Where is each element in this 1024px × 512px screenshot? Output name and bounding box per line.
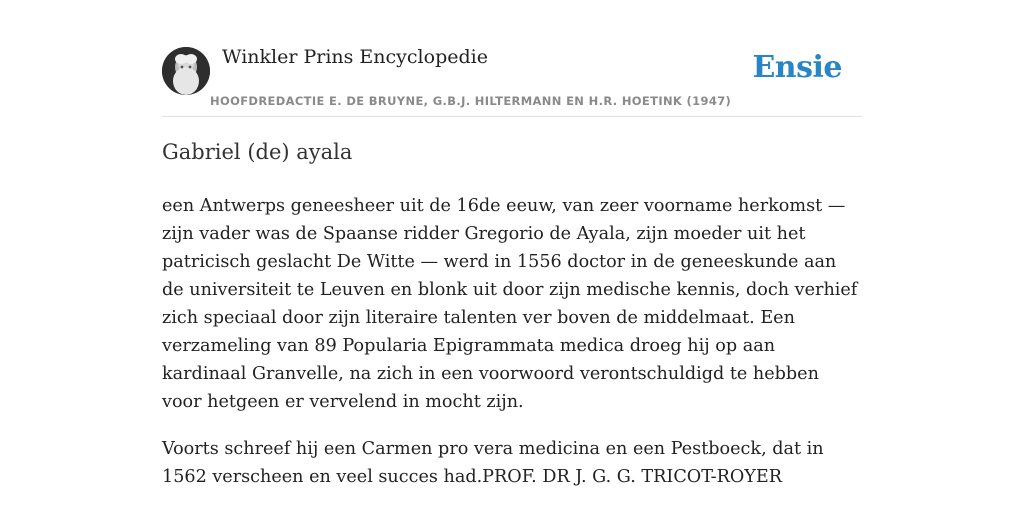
page bbox=[162, 0, 862, 487]
site-title[interactable]: Winkler Prins Encyclopedie bbox=[222, 46, 488, 68]
article-title: Gabriel (de) ayala bbox=[162, 140, 353, 164]
article-body bbox=[162, 192, 862, 510]
editors-credit: HOOFDREDACTIE E. DE BRUYNE, G.B.J. HILTERMANN EN H.R. HOETINK (1947) bbox=[210, 94, 732, 108]
article-paragraph: Voorts schreef hij een Carmen pro vera medicina en een Pestboeck, dat in 1562 verscheen en veel succes had.PROF. DR J. G. G. TRICOT-ROYER bbox=[162, 439, 824, 487]
article-paragraph: een Antwerps geneesheer uit de 16de eeuw, van zeer voorname herkomst — zijn vader was de Spaanse ridder Gregorio de Ayala, zijn moeder uit het patricisch geslacht De Witte — werd in 1556 doctor in de geneeskunde aan de universiteit te Leuven en blonk uit door zijn medische kennis, doch verhief zich speciaal door zijn literaire talenten ver boven de middelmaat. Een verzameling van 89 Popularia Epigrammata medica droeg hij op aan kardinaal Granvelle, na zich in een voorwoord verontschuldigd te hebben voor hetgeen er vervelend in mocht zijn. bbox=[162, 196, 858, 412]
author-portrait-icon[interactable] bbox=[162, 47, 210, 95]
brand-logo-link[interactable]: Ensie bbox=[752, 50, 842, 85]
header bbox=[162, 0, 862, 117]
